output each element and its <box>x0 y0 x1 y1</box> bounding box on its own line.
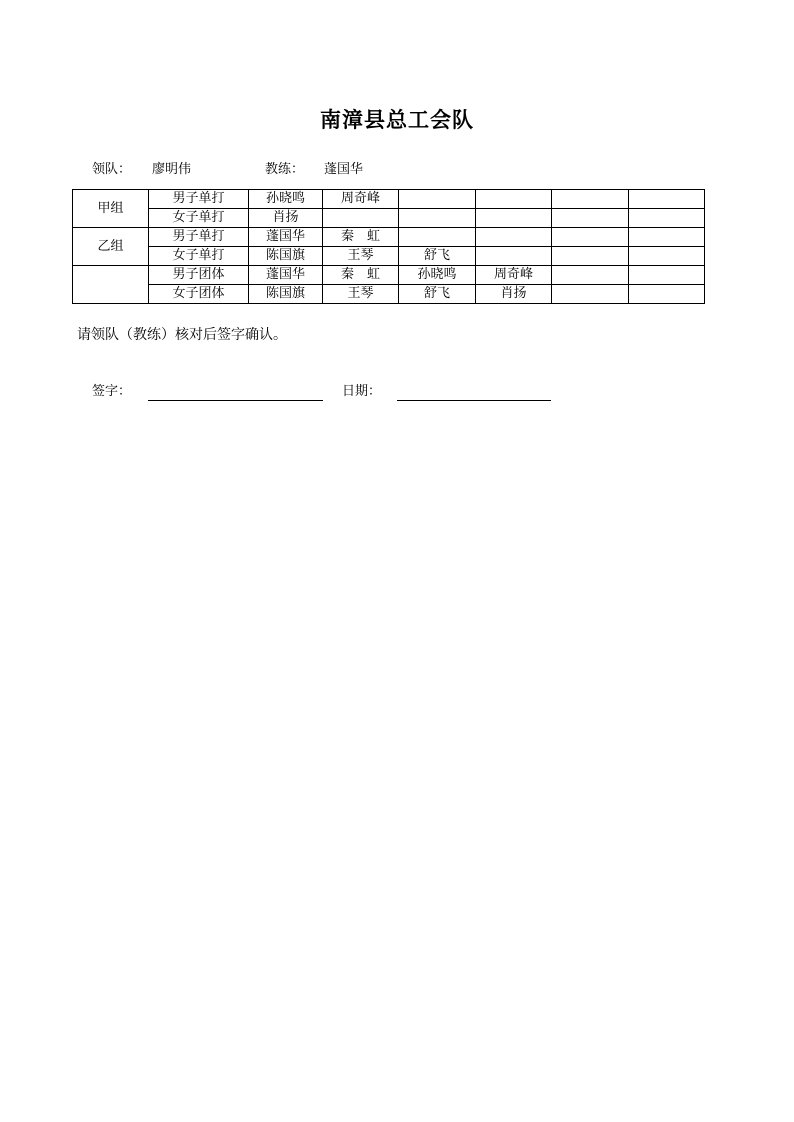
date-line[interactable] <box>397 400 551 401</box>
player-cell <box>476 209 552 228</box>
table-row <box>73 247 705 266</box>
player-cell <box>476 247 552 266</box>
player-cell <box>552 247 629 266</box>
player-cell <box>552 209 629 228</box>
group-name-cell <box>73 266 149 304</box>
player-cell <box>629 247 705 266</box>
table-row <box>73 228 705 247</box>
player-cell: 舒飞 <box>399 285 476 304</box>
event-cell: 男子单打 <box>149 228 249 247</box>
player-cell <box>552 266 629 285</box>
player-cell <box>629 228 705 247</box>
page-title: 南漳县总工会队 <box>320 108 474 132</box>
group-name-cell: 乙组 <box>73 228 149 266</box>
coach-name: 蓬国华 <box>324 162 364 177</box>
event-cell: 男子单打 <box>149 190 249 209</box>
player-cell: 孙晓鸣 <box>249 190 323 209</box>
date-label: 日期： <box>342 384 382 399</box>
player-cell <box>476 228 552 247</box>
player-cell <box>552 190 629 209</box>
signature-label: 签字： <box>92 384 132 399</box>
signature-line[interactable] <box>148 400 323 401</box>
player-cell: 肖扬 <box>476 285 552 304</box>
player-cell: 舒飞 <box>399 247 476 266</box>
table-row <box>73 190 705 209</box>
player-cell: 孙晓鸣 <box>399 266 476 285</box>
event-cell: 女子单打 <box>149 247 249 266</box>
player-cell <box>629 209 705 228</box>
player-cell <box>629 285 705 304</box>
table-row <box>73 285 705 304</box>
player-cell: 陈国旗 <box>249 285 323 304</box>
player-cell <box>399 209 476 228</box>
player-cell: 周奇峰 <box>323 190 399 209</box>
player-cell: 秦 虹 <box>323 266 399 285</box>
group-name-cell: 甲组 <box>73 190 149 228</box>
player-cell: 蓬国华 <box>249 228 323 247</box>
player-cell <box>399 228 476 247</box>
player-cell <box>399 190 476 209</box>
coach-label: 教练： <box>265 162 305 177</box>
player-cell: 周奇峰 <box>476 266 552 285</box>
player-cell: 王琴 <box>323 285 399 304</box>
player-cell: 陈国旗 <box>249 247 323 266</box>
player-cell <box>629 266 705 285</box>
confirmation-note: 请领队（教练）核对后签字确认。 <box>77 327 287 343</box>
table-row <box>73 209 705 228</box>
event-cell: 男子团体 <box>149 266 249 285</box>
leader-name: 廖明伟 <box>152 162 192 177</box>
player-cell <box>552 285 629 304</box>
leader-label: 领队： <box>92 162 132 177</box>
table-row <box>73 266 705 285</box>
player-cell: 王琴 <box>323 247 399 266</box>
player-cell: 蓬国华 <box>249 266 323 285</box>
player-cell <box>552 228 629 247</box>
event-cell: 女子单打 <box>149 209 249 228</box>
player-cell <box>323 209 399 228</box>
player-cell <box>629 190 705 209</box>
player-cell <box>476 190 552 209</box>
player-cell: 肖扬 <box>249 209 323 228</box>
player-cell: 秦 虹 <box>323 228 399 247</box>
event-cell: 女子团体 <box>149 285 249 304</box>
roster-table <box>72 189 705 304</box>
